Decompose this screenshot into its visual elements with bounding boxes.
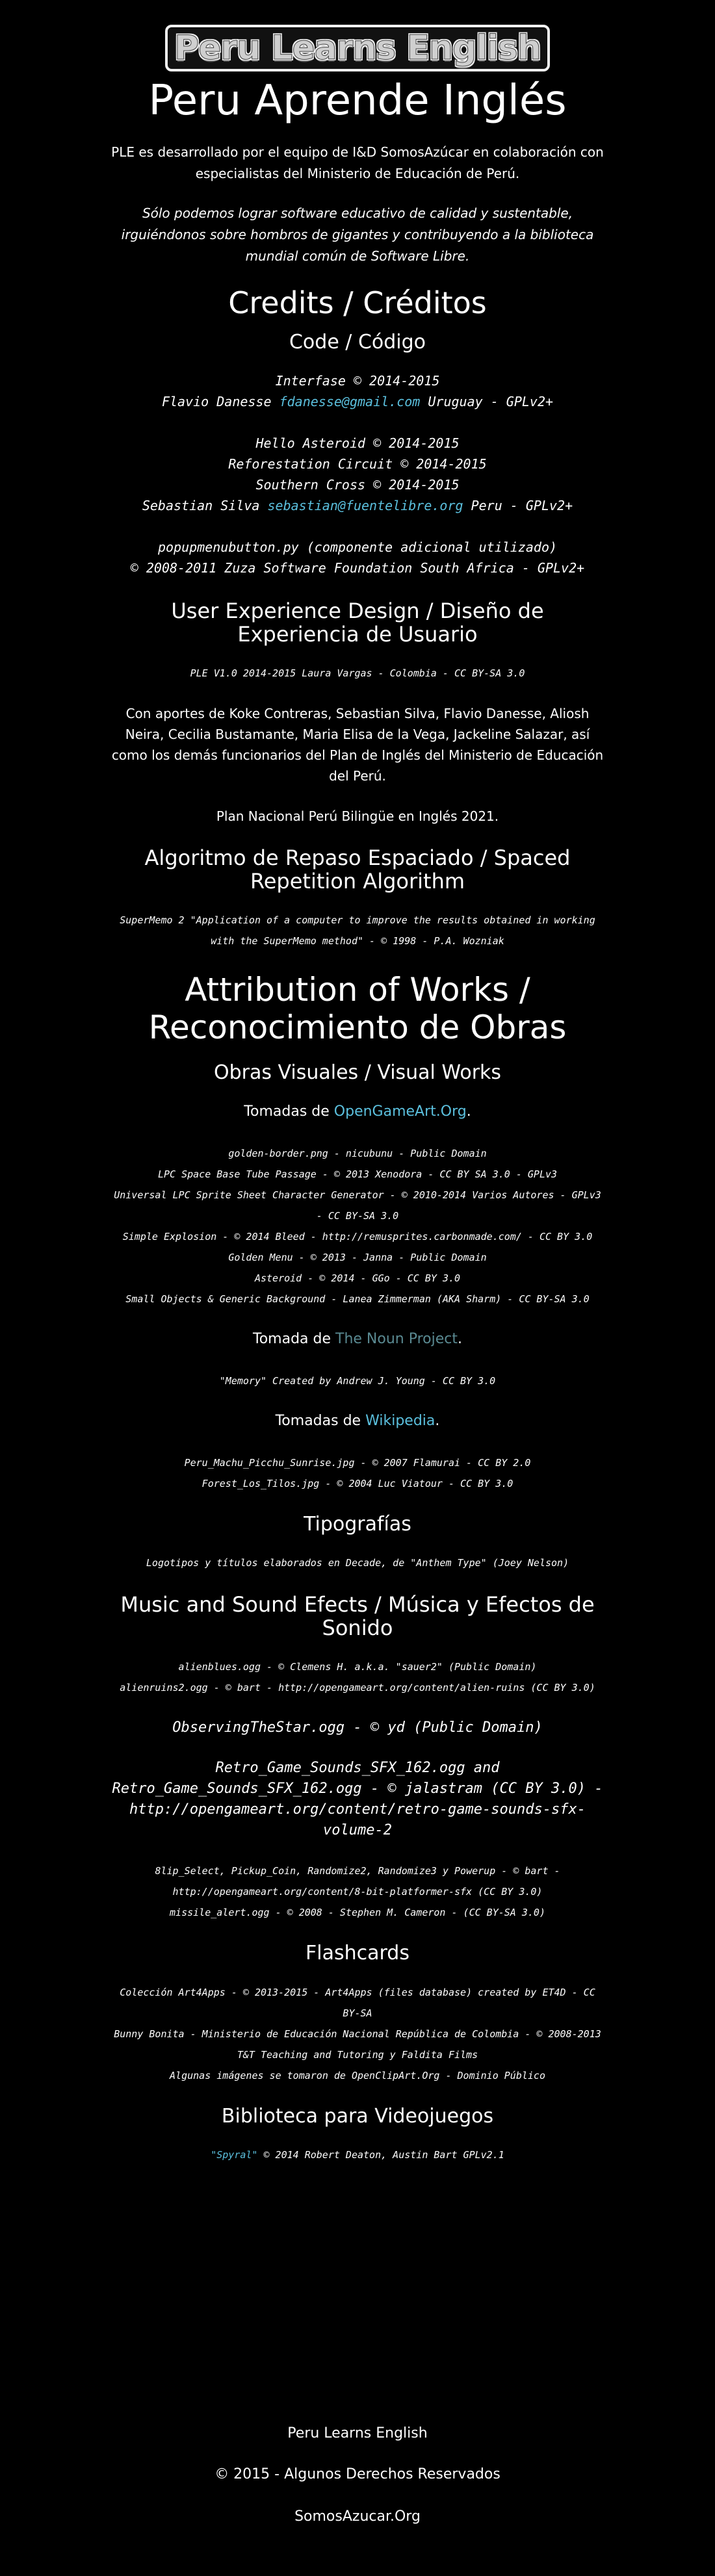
sebastian-email-link[interactable]: sebastian@fuentelibre.org — [267, 498, 463, 514]
page-title: Peru Aprende Inglés — [148, 77, 567, 125]
list-item: Forest_Los_Tilos.jpg - © 2004 Luc Viatour - CC BY 3.0 — [202, 1477, 514, 1489]
oga-prefix: Tomadas de — [244, 1103, 330, 1120]
sebastian-line — [110, 495, 604, 516]
hello-asteroid-line: Hello Asteroid © 2014-2015 — [255, 435, 460, 452]
noun-items — [110, 1371, 604, 1391]
sebastian-name: Sebastian Silva — [142, 498, 260, 514]
list-item: golden-border.png - nicubunu - Public Domain — [228, 1147, 487, 1159]
list-item: Universal LPC Sprite Sheet Character Generator - © 2010-2014 Varios Autores - GPLv3 - CC BY-SA 3.0 — [114, 1189, 601, 1222]
visual-works-heading: Obras Visuales / Visual Works — [213, 1061, 502, 1085]
list-item: LPC Space Base Tube Passage - © 2013 Xenodora - CC BY SA 3.0 - GPLv3 — [157, 1168, 558, 1180]
credits-heading: Credits / Créditos — [228, 285, 487, 321]
interfase-line: Interfase © 2014-2015 — [275, 373, 440, 389]
popup-line: popupmenubutton.py (componente adicional utilizado) — [157, 539, 558, 556]
algorithm-heading: Algoritmo de Repaso Espaciado / Spaced Repetition Algorithm — [144, 845, 571, 894]
plan-line: Plan Nacional Perú Bilingüe en Inglés 2021. — [216, 808, 499, 825]
zuza-line: © 2008-2011 Zuza Software Foundation South Africa - GPLv2+ — [130, 560, 585, 576]
flavio-suffix: Uruguay - GPLv2+ — [428, 394, 554, 410]
intro-text: PLE es desarrollado por el equipo de I&D SomosAzúcar en colaboración con especialistas del Ministerio de Educación de Perú. — [111, 144, 604, 182]
spyral-link[interactable]: "Spyral" — [211, 2149, 258, 2161]
credits-page — [110, 0, 604, 2165]
retro-line: Retro_Game_Sounds_SFX_162.ogg and Retro_Game_Sounds_SFX_162.ogg - © jalastram (CC BY 3.0) - http://opengameart.org/content/retro-game-sounds-sfx-volume-2 — [112, 1760, 603, 1839]
flavio-email-link[interactable]: fdanesse@gmail.com — [279, 394, 421, 410]
footer-site: SomosAzucar.Org — [294, 2508, 421, 2525]
code-credits-2 — [110, 433, 604, 516]
intro-italic-text: Sólo podemos lograr software educativo de calidad y sustentable, irguiéndonos sobre hombros de gigantes y contribuyendo a la biblioteca mundial común de Software Libre. — [121, 205, 594, 264]
reforestation-line: Reforestation Circuit © 2014-2015 — [228, 456, 487, 472]
list-item: alienblues.ogg - © Clemens H. a.k.a. "sauer2" (Public Domain) — [178, 1661, 537, 1673]
flashcards-items — [110, 1982, 604, 2086]
list-item: 8lip_Select, Pickup_Coin, Randomize2, Randomize3 y Powerup - © bart - http://opengameart.org/content/8-bit-platformer-sfx (CC BY 3.0) — [155, 1865, 560, 1898]
noun-prefix: Tomada de — [253, 1330, 332, 1347]
list-item: Algunas imágenes se tomaron de OpenClipArt.Org - Dominio Público — [170, 2069, 545, 2081]
wiki-items — [110, 1452, 604, 1494]
code-credits-1 — [110, 370, 604, 412]
list-item: "Memory" Created by Andrew J. Young - CC BY 3.0 — [219, 1374, 496, 1387]
ple-line: PLE V1.0 2014-2015 Laura Vargas - Colombia - CC BY-SA 3.0 — [190, 667, 525, 680]
oga-source: Tomadas de OpenGameArt.Org. — [244, 1103, 471, 1120]
observing-line: ObservingTheStar.ogg - © yd (Public Domain) — [172, 1719, 543, 1736]
spyral-line — [110, 2145, 604, 2165]
footer-copyright: © 2015 - Algunos Derechos Reservados — [214, 2466, 500, 2482]
flashcards-heading: Flashcards — [306, 1942, 410, 1965]
opengameart-link[interactable]: OpenGameArt.Org — [333, 1103, 467, 1120]
wikipedia-link[interactable]: Wikipedia — [365, 1412, 436, 1429]
southern-cross-line: Southern Cross © 2014-2015 — [255, 477, 460, 493]
noun-source: Tomada de The Noun Project. — [253, 1330, 462, 1347]
flavio-line — [110, 391, 604, 412]
list-item: Simple Explosion - © 2014 Bleed - http://remusprites.carbonmade.com/ - CC BY 3.0 — [122, 1230, 593, 1243]
sebastian-suffix: Peru - GPLv2+ — [471, 498, 573, 514]
footer-name: Peru Learns English — [287, 2425, 428, 2441]
ux-contributors: Con aportes de Koke Contreras, Sebastian Silva, Flavio Danesse, Aliosh Neira, Cecilia Bustamante, Maria Elisa de la Vega, Jackeline Salazar, así como los demás funcionarios del Plan de Inglés del Ministerio de Educación del Perú. — [111, 706, 604, 784]
ux-heading: User Experience Design / Diseño de Experiencia de Usuario — [171, 599, 544, 647]
spyral-suffix: © 2014 Robert Deaton, Austin Bart GPLv2.1 — [263, 2149, 504, 2161]
wiki-prefix: Tomadas de — [275, 1412, 361, 1429]
flavio-name: Flavio Danesse — [161, 394, 272, 410]
music-heading: Music and Sound Efects / Música y Efectos de Sonido — [120, 1592, 595, 1641]
list-item: Asteroid - © 2014 - GGo - CC BY 3.0 — [254, 1272, 461, 1284]
typography-line: Logotipos y títulos elaborados en Decade, de "Anthem Type" (Joey Nelson) — [146, 1557, 569, 1569]
list-item: missile_alert.ogg - © 2008 - Stephen M. Cameron - (CC BY-SA 3.0) — [170, 1907, 545, 1919]
music-items-1 — [110, 1656, 604, 1698]
list-item: Bunny Bonita - Ministerio de Educación Nacional República de Colombia - © 2008-2013 T&T Teaching and Tutoring y Faldita Films — [114, 2028, 601, 2061]
wiki-source: Tomadas de Wikipedia. — [275, 1412, 440, 1429]
list-item: Colección Art4Apps - © 2013-2015 - Art4Apps (files database) created by ET4D - CC BY-SA — [120, 1986, 595, 2019]
noun-project-link[interactable]: The Noun Project — [335, 1330, 458, 1347]
list-item: alienruins2.ogg - © bart - http://opengameart.org/content/alien-ruins (CC BY 3.0) — [120, 1682, 595, 1694]
library-heading: Biblioteca para Videojuegos — [221, 2104, 494, 2128]
list-item: Small Objects & Generic Background - Lanea Zimmerman (AKA Sharm) - CC BY-SA 3.0 — [125, 1293, 590, 1305]
code-heading: Code / Código — [289, 330, 426, 354]
logo: Peru Learns English — [165, 25, 550, 71]
attribution-heading: Attribution of Works / Reconocimiento de Obras — [148, 971, 567, 1047]
music-items-2 — [110, 1861, 604, 1923]
list-item: Peru_Machu_Picchu_Sunrise.jpg - © 2007 Flamurai - CC BY 2.0 — [184, 1456, 531, 1469]
typography-heading: Tipografías — [304, 1512, 411, 1536]
code-credits-3 — [110, 537, 604, 578]
supermemo-line: SuperMemo 2 "Application of a computer to improve the results obtained in working with the SuperMemo method" - © 1998 - P.A. Wozniak — [120, 914, 595, 947]
list-item: Golden Menu - © 2013 - Janna - Public Domain — [228, 1251, 487, 1263]
oga-items — [110, 1143, 604, 1309]
